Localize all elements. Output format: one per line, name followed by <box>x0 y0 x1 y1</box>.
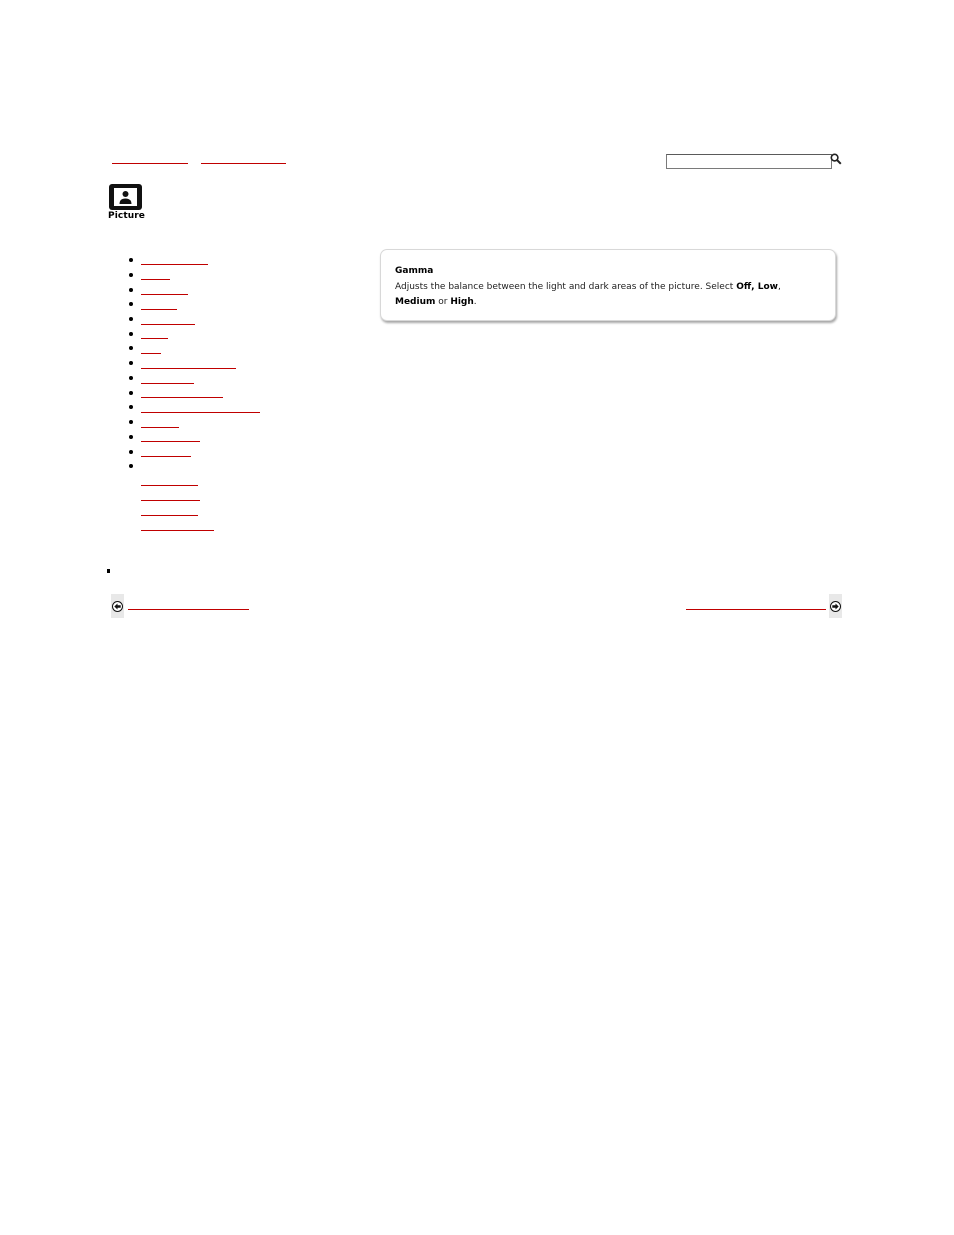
topic-link[interactable] <box>141 383 194 384</box>
topic-link[interactable] <box>141 324 195 325</box>
gamma-info-panel <box>380 249 836 321</box>
arrow-left-icon <box>112 601 123 612</box>
topic-link[interactable] <box>141 264 208 265</box>
topic-link[interactable] <box>141 441 200 442</box>
search-input[interactable] <box>666 154 832 169</box>
panel-title: Gamma <box>395 266 434 276</box>
next-button[interactable] <box>829 594 842 618</box>
topic-link[interactable] <box>141 279 170 280</box>
list-bullet <box>129 273 133 277</box>
topic-link[interactable] <box>141 368 236 369</box>
list-bullet <box>129 332 133 336</box>
breadcrumb-link-2[interactable] <box>201 163 286 164</box>
topic-link[interactable] <box>141 412 260 413</box>
option-high: High <box>450 297 474 307</box>
list-bullet <box>129 405 133 409</box>
list-bullet <box>129 391 133 395</box>
topic-link[interactable] <box>141 294 188 295</box>
list-bullet <box>129 450 133 454</box>
topic-link[interactable] <box>141 353 161 354</box>
option-off: Off <box>736 282 752 292</box>
topic-link[interactable] <box>141 456 191 457</box>
list-bullet <box>129 302 133 306</box>
panel-description <box>395 280 815 310</box>
picture-icon <box>109 184 142 210</box>
topic-link[interactable] <box>141 338 168 339</box>
topic-link[interactable] <box>141 309 177 310</box>
list-bullet <box>129 346 133 350</box>
separator: , <box>777 282 781 292</box>
option-medium: Medium <box>395 297 436 307</box>
previous-button[interactable] <box>111 594 124 618</box>
list-bullet <box>129 361 133 365</box>
arrow-right-icon <box>830 601 841 612</box>
separator: or <box>435 297 451 307</box>
subtopic-link[interactable] <box>141 530 214 531</box>
list-bullet <box>129 376 133 380</box>
previous-link[interactable] <box>128 609 249 610</box>
topic-link[interactable] <box>141 397 223 398</box>
subtopic-link[interactable] <box>141 515 198 516</box>
list-bullet <box>129 288 133 292</box>
list-bullet <box>129 420 133 424</box>
topic-link[interactable] <box>141 427 179 428</box>
search-button[interactable] <box>829 152 843 166</box>
option-low: Low <box>757 282 778 292</box>
description-text: Adjusts the balance between the light and dark areas of the picture. Select <box>395 282 737 292</box>
list-bullet <box>129 435 133 439</box>
list-bullet <box>129 317 133 321</box>
list-bullet <box>129 258 133 262</box>
section-label: Picture <box>108 211 145 221</box>
search-icon <box>830 153 842 165</box>
separator: , <box>751 282 758 292</box>
subtopic-link[interactable] <box>141 500 200 501</box>
subtopic-link[interactable] <box>141 485 198 486</box>
bullet-marker <box>107 569 110 573</box>
next-link[interactable] <box>686 609 826 610</box>
list-bullet <box>129 464 133 468</box>
breadcrumb-link-1[interactable] <box>112 163 188 164</box>
description-text: . <box>473 297 477 307</box>
